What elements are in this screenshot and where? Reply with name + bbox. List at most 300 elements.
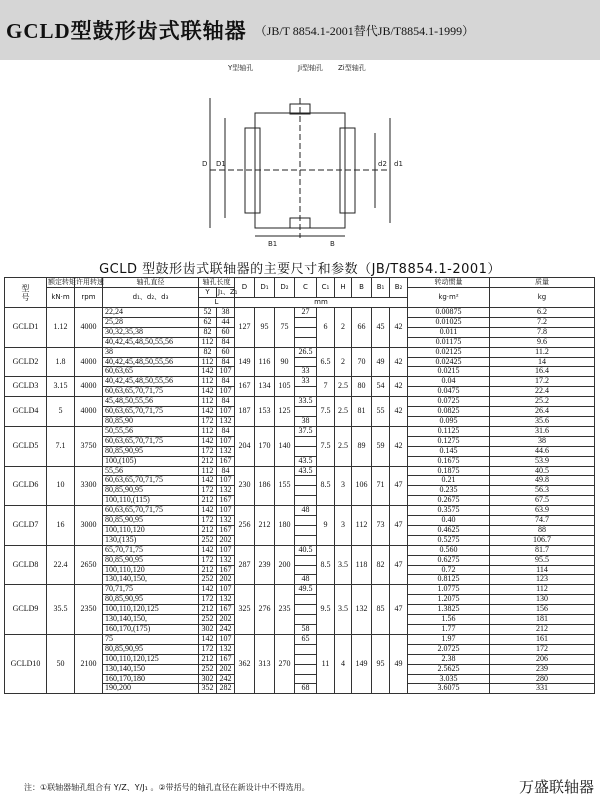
inertia-cell: 0.01175 — [408, 337, 490, 347]
col-torque: 额定转矩 — [48, 278, 76, 286]
col-H: H — [335, 278, 352, 298]
col-B: B — [352, 278, 372, 298]
torque-cell: 5 — [47, 397, 75, 427]
D2-cell: 155 — [275, 466, 295, 506]
page-title: GCLD型鼓形齿式联轴器 — [6, 19, 247, 43]
speed-cell: 4000 — [75, 377, 103, 397]
D1-cell: 239 — [255, 545, 275, 585]
D1-cell: 153 — [255, 397, 275, 427]
spec-table — [4, 277, 595, 694]
unit-torque: kN·m — [47, 288, 75, 308]
C-cell — [295, 615, 317, 625]
inertia-cell: 0.095 — [408, 416, 490, 426]
B2-cell: 42 — [390, 377, 408, 397]
B-cell: 66 — [352, 308, 372, 348]
speed-cell: 3000 — [75, 506, 103, 546]
length-y-cell: 142 — [199, 585, 217, 595]
mass-cell: 35.6 — [490, 416, 595, 426]
inertia-cell: 3.6075 — [408, 684, 490, 694]
mass-cell: 11.2 — [490, 347, 595, 357]
bore-cell: 38 — [103, 347, 199, 357]
unit-inertia: kg·m² — [408, 288, 490, 308]
mass-cell: 74.7 — [490, 516, 595, 526]
C-cell — [295, 644, 317, 654]
C-cell — [295, 654, 317, 664]
model-cell: GCLD7 — [5, 506, 47, 546]
length-j-cell: 132 — [217, 555, 235, 565]
length-j-cell: 282 — [217, 684, 235, 694]
col-L: L — [199, 298, 235, 308]
table-row — [5, 634, 595, 644]
D1-cell: 95 — [255, 308, 275, 348]
D2-cell: 125 — [275, 397, 295, 427]
C-cell — [295, 535, 317, 545]
col-B1: B₁ — [372, 278, 390, 298]
length-j-cell: 132 — [217, 595, 235, 605]
inertia-cell: 3.035 — [408, 674, 490, 684]
mass-cell: 49.8 — [490, 476, 595, 486]
length-j-cell: 84 — [217, 426, 235, 436]
inertia-cell: 0.235 — [408, 486, 490, 496]
bore-cell: 60,63,65,70,71,75 — [103, 387, 199, 397]
B2-cell: 42 — [390, 397, 408, 427]
inertia-cell: 0.5275 — [408, 535, 490, 545]
bore-cell: 130,140,150, — [103, 615, 199, 625]
mass-cell: 106.7 — [490, 535, 595, 545]
mass-cell: 172 — [490, 644, 595, 654]
mass-cell: 6.2 — [490, 308, 595, 318]
col-speed: 许用转速 — [76, 278, 104, 286]
length-y-cell: 252 — [199, 664, 217, 674]
bore-cell: 60,63,65 — [103, 367, 199, 377]
length-y-cell: 172 — [199, 446, 217, 456]
bore-cell: 65,70,71,75 — [103, 545, 199, 555]
C1-cell: 9 — [317, 506, 335, 546]
spec-table-wrapper — [4, 277, 594, 694]
table-row — [5, 426, 595, 436]
C-cell — [295, 436, 317, 446]
model-cell: GCLD1 — [5, 308, 47, 348]
length-y-cell: 212 — [199, 456, 217, 466]
B-cell: 132 — [352, 585, 372, 635]
inertia-cell: 0.1675 — [408, 456, 490, 466]
bore-cell: 100,110,120,125 — [103, 605, 199, 615]
mass-cell: 7.2 — [490, 317, 595, 327]
length-y-cell: 212 — [199, 605, 217, 615]
inertia-cell: 0.1125 — [408, 426, 490, 436]
B2-cell: 42 — [390, 308, 408, 348]
B-cell: 81 — [352, 397, 372, 427]
length-j-cell: 44 — [217, 317, 235, 327]
inertia-cell: 0.0725 — [408, 397, 490, 407]
col-D2: D₂ — [275, 278, 295, 298]
length-j-cell: 107 — [217, 436, 235, 446]
model-cell: GCLD9 — [5, 585, 47, 635]
mass-cell: 44.6 — [490, 446, 595, 456]
brand-watermark: 万盛联轴器 — [518, 778, 594, 796]
length-y-cell: 172 — [199, 644, 217, 654]
table-caption: GCLD 型鼓形齿式联轴器的主要尺寸和参数（JB/T8854.1-2001） — [99, 262, 501, 277]
speed-cell: 4000 — [75, 397, 103, 427]
model-cell: GCLD3 — [5, 377, 47, 397]
B1-cell: 71 — [372, 466, 390, 506]
bore-cell: 50,55,56 — [103, 426, 199, 436]
C1-cell: 7.5 — [317, 397, 335, 427]
length-j-cell: 242 — [217, 625, 235, 635]
length-y-cell: 212 — [199, 654, 217, 664]
C1-cell: 7 — [317, 377, 335, 397]
length-j-cell: 132 — [217, 516, 235, 526]
bore-cell: 40,42,45,48,50,55,56 — [103, 357, 199, 367]
inertia-cell: 0.3575 — [408, 506, 490, 516]
mass-cell: 130 — [490, 595, 595, 605]
H-cell: 3 — [335, 466, 352, 506]
D-cell: 362 — [235, 634, 255, 693]
bore-cell: 60,63,65,70,71,75 — [103, 506, 199, 516]
bore-cell: 160,170,(175) — [103, 625, 199, 635]
inertia-cell: 0.40 — [408, 516, 490, 526]
mass-cell: 14 — [490, 357, 595, 367]
mass-cell: 63.9 — [490, 506, 595, 516]
inertia-cell: 0.00875 — [408, 308, 490, 318]
bore-cell: 130,(135) — [103, 535, 199, 545]
length-y-cell: 212 — [199, 565, 217, 575]
speed-cell: 4000 — [75, 308, 103, 348]
mass-cell: 22.4 — [490, 387, 595, 397]
bore-cell: 80,85,90 — [103, 416, 199, 426]
bore-cell: 160,170,180 — [103, 674, 199, 684]
mass-cell: 40.5 — [490, 466, 595, 476]
C-cell: 65 — [295, 634, 317, 644]
B2-cell: 49 — [390, 634, 408, 693]
bore-cell: 100,(105) — [103, 456, 199, 466]
C-cell — [295, 555, 317, 565]
inertia-cell: 0.21 — [408, 476, 490, 486]
B1-cell: 59 — [372, 426, 390, 466]
C-cell — [295, 357, 317, 367]
torque-cell: 7.1 — [47, 426, 75, 466]
D-cell: 204 — [235, 426, 255, 466]
bore-cell: 60,63,65,70,71,75 — [103, 436, 199, 446]
inertia-cell: 0.145 — [408, 446, 490, 456]
bore-cell: 100,110,120 — [103, 565, 199, 575]
B1-cell: 49 — [372, 347, 390, 377]
title-banner — [0, 0, 600, 60]
speed-cell: 2650 — [75, 545, 103, 585]
length-j-cell: 60 — [217, 327, 235, 337]
C-cell — [295, 446, 317, 456]
length-j-cell: 132 — [217, 486, 235, 496]
inertia-cell: 0.4625 — [408, 525, 490, 535]
length-y-cell: 252 — [199, 615, 217, 625]
length-y-cell: 252 — [199, 575, 217, 585]
spec-table-body — [5, 308, 595, 694]
model-cell: GCLD6 — [5, 466, 47, 506]
model-cell: GCLD8 — [5, 545, 47, 585]
length-y-cell: 142 — [199, 545, 217, 555]
C-cell — [295, 664, 317, 674]
D1-cell: 134 — [255, 377, 275, 397]
B2-cell: 47 — [390, 506, 408, 546]
inertia-cell: 2.0725 — [408, 644, 490, 654]
inertia-cell: 0.0215 — [408, 367, 490, 377]
col-C1: C₁ — [317, 278, 335, 298]
unit-mass: kg — [490, 288, 595, 308]
length-j-cell: 202 — [217, 615, 235, 625]
length-j-cell: 107 — [217, 585, 235, 595]
length-y-cell: 82 — [199, 327, 217, 337]
C-cell: 38 — [295, 416, 317, 426]
C1-cell: 8.5 — [317, 466, 335, 506]
C1-cell: 7.5 — [317, 426, 335, 466]
length-y-cell: 142 — [199, 506, 217, 516]
mass-cell: 114 — [490, 565, 595, 575]
D-cell: 167 — [235, 377, 255, 397]
inertia-cell: 1.97 — [408, 634, 490, 644]
D1-cell: 276 — [255, 585, 275, 635]
bore-cell: 80,85,90,95 — [103, 595, 199, 605]
inertia-cell: 1.2075 — [408, 595, 490, 605]
B1-cell: 55 — [372, 397, 390, 427]
D2-cell: 105 — [275, 377, 295, 397]
bore-cell: 25,28 — [103, 317, 199, 327]
length-y-cell: 302 — [199, 625, 217, 635]
B2-cell: 42 — [390, 347, 408, 377]
col-D: D — [235, 278, 255, 298]
speed-cell: 4000 — [75, 347, 103, 377]
D1-cell: 313 — [255, 634, 275, 693]
D2-cell: 200 — [275, 545, 295, 585]
length-j-cell: 132 — [217, 416, 235, 426]
torque-cell: 35.5 — [47, 585, 75, 635]
B2-cell: 47 — [390, 466, 408, 506]
B-cell: 80 — [352, 377, 372, 397]
length-y-cell: 142 — [199, 367, 217, 377]
length-j-cell: 167 — [217, 654, 235, 664]
B2-cell: 47 — [390, 545, 408, 585]
torque-cell: 10 — [47, 466, 75, 506]
C-cell: 68 — [295, 684, 317, 694]
bore-cell: 100,110,120,125 — [103, 654, 199, 664]
B-cell: 89 — [352, 426, 372, 466]
col-bore-sub: d₁、d₂、d₃ — [103, 288, 199, 308]
C-cell: 48 — [295, 575, 317, 585]
col-inertia: 转动惯量 — [408, 278, 490, 288]
C-cell — [295, 317, 317, 327]
table-row — [5, 397, 595, 407]
length-y-cell: 142 — [199, 634, 217, 644]
mass-cell: 212 — [490, 625, 595, 635]
C-cell — [295, 525, 317, 535]
C-cell — [295, 565, 317, 575]
table-row — [5, 545, 595, 555]
col-length: 轴孔长度 — [199, 278, 235, 288]
C-cell: 33 — [295, 367, 317, 377]
mass-cell: 17.2 — [490, 377, 595, 387]
length-j-cell: 107 — [217, 367, 235, 377]
bore-cell: 80,85,90,95 — [103, 486, 199, 496]
inertia-cell: 1.77 — [408, 625, 490, 635]
C-cell — [295, 496, 317, 506]
length-y-cell: 212 — [199, 496, 217, 506]
D-cell: 230 — [235, 466, 255, 506]
length-y-cell: 52 — [199, 308, 217, 318]
length-j-cell: 167 — [217, 605, 235, 615]
label-B: B — [330, 240, 335, 248]
C-cell: 26.5 — [295, 347, 317, 357]
mass-cell: 156 — [490, 605, 595, 615]
table-row — [5, 585, 595, 595]
bore-cell: 75 — [103, 634, 199, 644]
C-cell: 49.5 — [295, 585, 317, 595]
length-j-cell: 107 — [217, 506, 235, 516]
C-cell — [295, 516, 317, 526]
C-cell: 27 — [295, 308, 317, 318]
C-cell — [295, 476, 317, 486]
bore-cell: 80,85,90,95 — [103, 644, 199, 654]
col-B2: B₂ — [390, 278, 408, 298]
inertia-cell: 0.0825 — [408, 407, 490, 417]
C-cell: 37.5 — [295, 426, 317, 436]
C1-cell: 6.5 — [317, 347, 335, 377]
mass-cell: 53.9 — [490, 456, 595, 466]
bore-cell: 70,71,75 — [103, 585, 199, 595]
inertia-cell: 0.8125 — [408, 575, 490, 585]
bore-cell: 60,63,65,70,71,75 — [103, 476, 199, 486]
mass-cell: 25.2 — [490, 397, 595, 407]
bore-cell: 22,24 — [103, 308, 199, 318]
mass-cell: 38 — [490, 436, 595, 446]
length-j-cell: 167 — [217, 565, 235, 575]
B-cell: 70 — [352, 347, 372, 377]
inertia-cell: 0.1275 — [408, 436, 490, 446]
B1-cell: 45 — [372, 308, 390, 348]
D-cell: 127 — [235, 308, 255, 348]
H-cell: 2.5 — [335, 397, 352, 427]
inertia-cell: 0.560 — [408, 545, 490, 555]
length-j-cell: 84 — [217, 357, 235, 367]
mass-cell: 95.5 — [490, 555, 595, 565]
torque-cell: 50 — [47, 634, 75, 693]
H-cell: 3.5 — [335, 585, 352, 635]
length-y-cell: 112 — [199, 397, 217, 407]
length-y-cell: 62 — [199, 317, 217, 327]
speed-cell: 3300 — [75, 466, 103, 506]
length-j-cell: 107 — [217, 545, 235, 555]
unit-speed: rpm — [75, 288, 103, 308]
speed-cell: 2350 — [75, 585, 103, 635]
length-y-cell: 112 — [199, 377, 217, 387]
col-mass: 质量 — [490, 278, 595, 288]
torque-cell: 16 — [47, 506, 75, 546]
length-j-cell: 132 — [217, 644, 235, 654]
length-j-cell: 107 — [217, 407, 235, 417]
length-y-cell: 172 — [199, 516, 217, 526]
table-row — [5, 377, 595, 387]
C-cell: 33 — [295, 377, 317, 387]
coupling-drawing-svg — [150, 58, 450, 248]
table-row — [5, 347, 595, 357]
length-j-cell: 107 — [217, 387, 235, 397]
H-cell: 2 — [335, 308, 352, 348]
mass-cell: 7.8 — [490, 327, 595, 337]
C1-cell: 6 — [317, 308, 335, 348]
length-y-cell: 142 — [199, 476, 217, 486]
H-cell: 3 — [335, 506, 352, 546]
col-bore: 轴孔直径 — [103, 278, 199, 288]
bore-cell: 80,85,90,95 — [103, 555, 199, 565]
bore-cell: 100,110,120 — [103, 525, 199, 535]
inertia-cell: 0.72 — [408, 565, 490, 575]
length-j-cell: 107 — [217, 476, 235, 486]
label-D1: D1 — [216, 160, 226, 168]
length-y-cell: 172 — [199, 595, 217, 605]
D1-cell: 212 — [255, 506, 275, 546]
C-cell: 58 — [295, 625, 317, 635]
C-cell: 33.5 — [295, 397, 317, 407]
mass-cell: 112 — [490, 585, 595, 595]
bore-cell: 60,63,65,70,71,75 — [103, 407, 199, 417]
mass-cell: 206 — [490, 654, 595, 664]
C1-cell: 9.5 — [317, 585, 335, 635]
bore-cell: 40,42,45,48,50,55,56 — [103, 377, 199, 387]
B-cell: 106 — [352, 466, 372, 506]
H-cell: 3.5 — [335, 545, 352, 585]
table-row — [5, 506, 595, 516]
label-d2: d2 — [378, 160, 387, 168]
D2-cell: 75 — [275, 308, 295, 348]
D-cell: 187 — [235, 397, 255, 427]
inertia-cell: 0.02425 — [408, 357, 490, 367]
D-cell: 149 — [235, 347, 255, 377]
bore-cell: 130,140,150, — [103, 575, 199, 585]
label-B1: B1 — [268, 240, 278, 248]
B-cell: 118 — [352, 545, 372, 585]
mass-cell: 81.7 — [490, 545, 595, 555]
model-cell: GCLD2 — [5, 347, 47, 377]
inertia-cell: 1.3825 — [408, 605, 490, 615]
col-J: J₁、Z₁ — [218, 288, 238, 296]
bore-cell: 100,110,(115) — [103, 496, 199, 506]
bore-cell: 80,85,90,95 — [103, 516, 199, 526]
C-cell — [295, 674, 317, 684]
C-cell: 43.5 — [295, 456, 317, 466]
inertia-cell: 2.38 — [408, 654, 490, 664]
speed-cell: 2100 — [75, 634, 103, 693]
D2-cell: 235 — [275, 585, 295, 635]
D2-cell: 140 — [275, 426, 295, 466]
length-y-cell: 252 — [199, 535, 217, 545]
H-cell: 2 — [335, 347, 352, 377]
label-z-bore: Zi型轴孔 — [338, 64, 366, 72]
H-cell: 2.5 — [335, 377, 352, 397]
length-y-cell: 212 — [199, 525, 217, 535]
length-y-cell: 142 — [199, 407, 217, 417]
model-cell: GCLD5 — [5, 426, 47, 466]
table-row — [5, 308, 595, 318]
C-cell — [295, 387, 317, 397]
length-j-cell: 84 — [217, 377, 235, 387]
bore-cell: 55,56 — [103, 466, 199, 476]
D2-cell: 270 — [275, 634, 295, 693]
length-j-cell: 167 — [217, 525, 235, 535]
length-j-cell: 38 — [217, 308, 235, 318]
length-j-cell: 167 — [217, 456, 235, 466]
D1-cell: 186 — [255, 466, 275, 506]
inertia-cell: 0.1875 — [408, 466, 490, 476]
mass-cell: 56.3 — [490, 486, 595, 496]
table-row — [5, 466, 595, 476]
